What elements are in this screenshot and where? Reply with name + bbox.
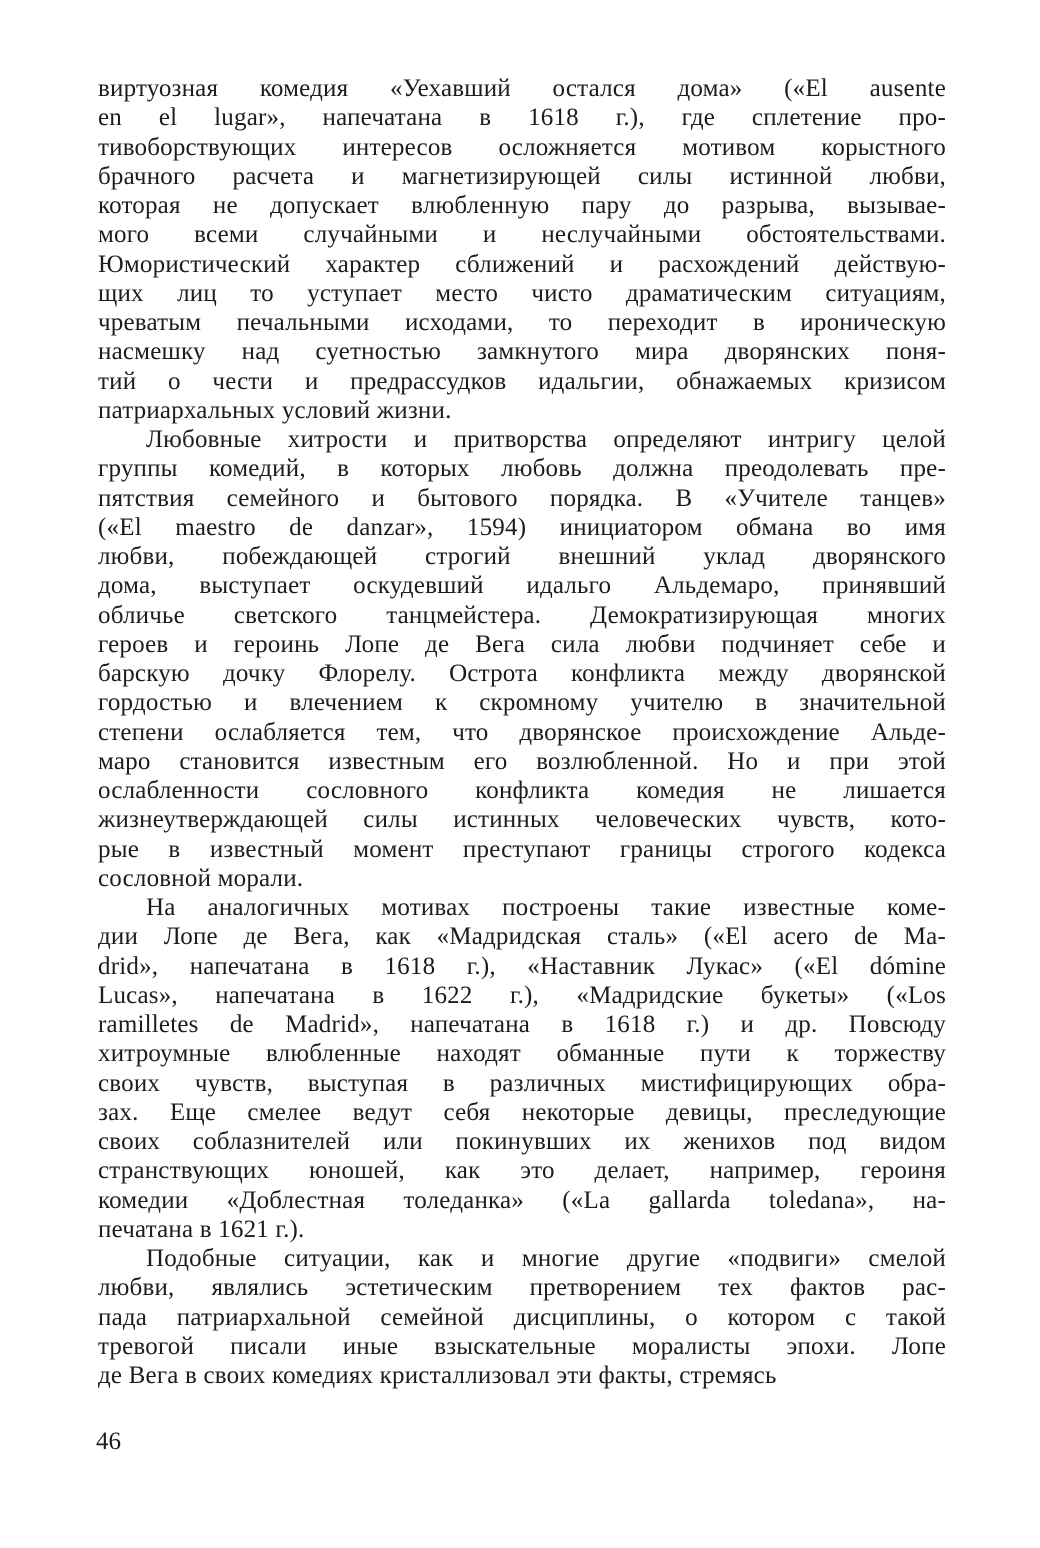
text-line: жизнеутверждающей силы истинных человеческих чувств, кото-	[98, 806, 946, 834]
text-line: пада патриархальной семейной дисциплины, о котором с такой	[98, 1303, 946, 1331]
text-line: героев и героинь Лопе де Вега сила любви подчиняет себе и	[98, 630, 946, 658]
text-line: пятствия семейного и бытового порядка. В «Учителе танцев»	[98, 484, 946, 512]
text-line: щих лиц то уступает место чисто драматическим ситуациям,	[98, 279, 946, 307]
text-line: drid», напечатана в 1618 г.), «Наставник Лукас» («El dómine	[98, 952, 946, 980]
paragraph	[98, 74, 946, 425]
text-line: маро становится известным его возлюбленной. Но и при этой	[98, 747, 946, 775]
text-line: гордостью и влечением к скромному учителю в значительной	[98, 689, 946, 717]
text-line: своих чувств, выступая в различных мистифицирующих обра-	[98, 1069, 946, 1097]
text-line: тревогой писали иные взыскательные моралисты эпохи. Лопе	[98, 1332, 946, 1360]
text-line: чреватым печальными исходами, то переходит в ироническую	[98, 309, 946, 336]
text-line: («El maestro de danzar», 1594) инициатором обмана во имя	[98, 513, 946, 541]
text-line: мого всеми случайными и неслучайными обстоятельствами.	[98, 221, 946, 249]
text-line: комедии «Доблестная толеданка» («La gallarda toledana», на-	[98, 1186, 946, 1214]
text-line: группы комедий, в которых любовь должна преодолевать пре-	[98, 455, 946, 483]
text-line: любви, побеждающей строгий внешний уклад дворянского	[98, 543, 946, 570]
text-line: степени ослабляется тем, что дворянское происхождение Альде-	[98, 718, 946, 746]
paragraph	[98, 893, 946, 1244]
text-line: обличье светского танцмейстера. Демократизирующая многих	[98, 601, 946, 629]
text-line: барскую дочку Флорелу. Острота конфликта между дворянской	[98, 660, 946, 687]
text-line: сословной морали.	[98, 864, 304, 892]
text-line: Подобные ситуации, как и многие другие «подвиги» смелой	[146, 1245, 946, 1272]
text-line: Любовные хитрости и притворства определяют интригу целой	[146, 426, 946, 453]
text-line: en el lugar», напечатана в 1618 г.), где сплетение про-	[98, 104, 946, 132]
text-line: Юмористический характер сближений и расхождений действую-	[98, 250, 946, 278]
text-line: которая не допускает влюбленную пару до разрыва, вызывае-	[98, 192, 946, 219]
text-line: На аналогичных мотивах построены такие известные коме-	[146, 894, 946, 921]
text-line: дома, выступает оскудевший идальго Альдемаро, принявший	[98, 572, 946, 600]
text-line: виртуозная комедия «Уехавший остался дома» («El ausente	[98, 75, 946, 102]
text-line: любви, являлись эстетическим претворением тех фактов рас-	[98, 1274, 946, 1302]
text-line: странствующих юношей, как это делает, например, героиня	[98, 1157, 946, 1185]
text-line: зах. Еще смелее ведут себя некоторые девицы, преследующие	[98, 1098, 946, 1126]
page-body	[98, 74, 946, 1390]
text-line: насмешку над суетностью замкнутого мира дворянских поня-	[98, 338, 946, 366]
paragraph	[98, 1244, 946, 1390]
paragraph	[98, 425, 946, 893]
text-line: дии Лопе де Вега, как «Мадридская сталь» («El acero de Ma-	[98, 923, 946, 951]
text-line: тивоборствующих интересов осложняется мотивом корыстного	[98, 133, 946, 161]
page-number: 46	[96, 1428, 121, 1455]
text-line: Lucas», напечатана в 1622 г.), «Мадридские букеты» («Los	[98, 981, 946, 1009]
text-line: хитроумные влюбленные находят обманные пути к торжеству	[98, 1040, 946, 1068]
text-line: брачного расчета и магнетизирующей силы истинной любви,	[98, 162, 946, 190]
text-line: печатана в 1621 г.).	[98, 1215, 305, 1243]
text-line: тий о чести и предрассудков идальгии, обнажаемых кризисом	[98, 367, 946, 395]
text-line: патриархальных условий жизни.	[98, 396, 452, 424]
text-line: ослабленности сословного конфликта комедия не лишается	[98, 777, 946, 804]
text-line: ramilletes de Madrid», напечатана в 1618 г.) и др. Повсюду	[98, 1011, 946, 1038]
text-line: своих соблазнителей или покинувших их женихов под видом	[98, 1128, 946, 1155]
text-line: де Вега в своих комедиях кристаллизовал эти факты, стремясь	[98, 1362, 777, 1389]
text-line: рые в известный момент преступают границы строгого кодекса	[98, 835, 946, 863]
